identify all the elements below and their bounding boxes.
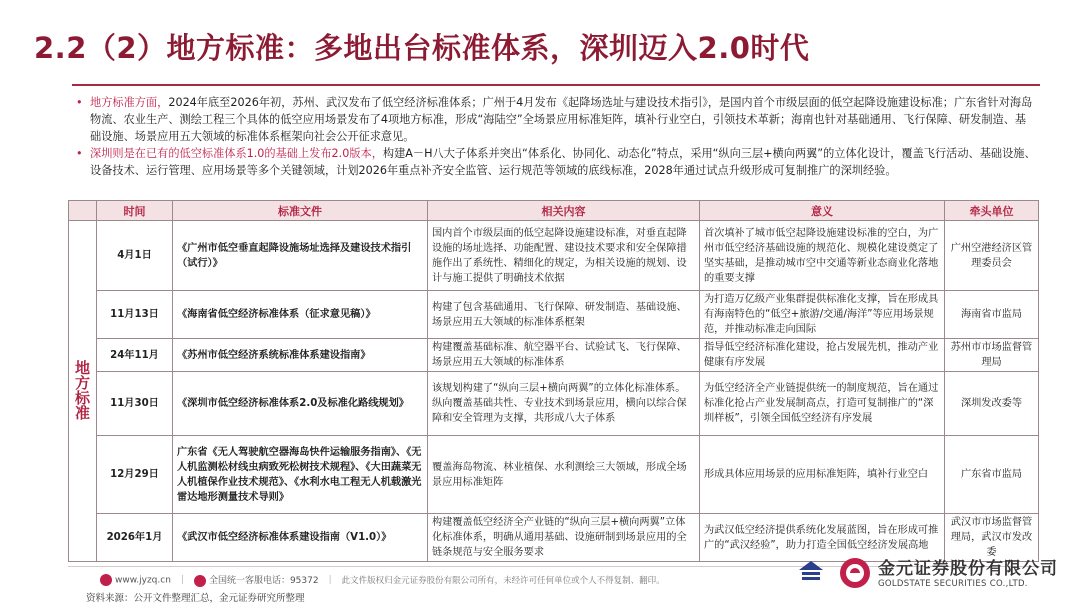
title-divider [72,84,1040,86]
company-brand [878,554,1058,589]
time-cell: 11月30日 [97,372,173,436]
footer-separator: | [328,575,332,585]
unit-cell: 武汉市市场监督管理局，武汉市发改委 [945,514,1039,562]
document-cell: 《广州市低空垂直起降设施场址选择及建设技术指引（试行）》 [173,221,428,291]
document-cell: 《海南省低空经济标准体系（征求意见稿）》 [173,291,428,339]
meaning-cell: 为武汉低空经济提供系统化发展蓝图，旨在形成可推广的“武汉经验”，助力打造全国低空经济发展高地 [700,514,945,562]
bullet-lead: 深圳则是在已有的低空标准体系1.0的基础上发布2.0版本， [90,147,383,160]
meaning-cell: 首次填补了城市低空起降设施建设标准的空白，为广州市低空经济基础设施的规范化、规模化建设奠定了坚实基础，是推动城市空中交通等新业态商业化落地的重要支撑 [700,221,945,291]
table-row [69,291,1039,339]
website-text: www.jyzq.cn [115,575,171,586]
header-content: 相关内容 [428,201,700,221]
bullet-text: 构建A－H八大子体系并突出“体系化、协同化、动态化”特点，采用“纵向三层+横向两翼”的立体化设计，覆盖飞行活动、基础设施、设备技术、运行管理、应用场景等多个关键领域，计划2026年重点补齐安全监管、运行规范等领域的底线标准，2028年通过试点升级形成可复制推广的深圳经验。 [90,147,1036,177]
content-cell: 覆盖海岛物流、林业植保、水利测绘三大领域，形成全场景应用标准矩阵 [428,436,700,514]
document-cell: 《苏州市低空经济系统标准体系建设指南》 [173,339,428,372]
page-title: 2.2（2）地方标准：多地出台标准体系，深圳迈入2.0时代 [34,31,810,65]
disclaimer: 此文件版权归金元证券股份有限公司所有，未经许可任何单位或个人不得复制、翻印。 [341,576,665,586]
category-label: 地 方 标 准 [74,359,90,422]
content-cell: 该规划构建了“纵向三层+横向两翼”的立体化标准体系。纵向覆盖基础共性、专业技术到场景应用，横向以综合保障和安全管理为支撑，共形成八大子体系 [428,372,700,436]
header-document: 标准文件 [173,201,428,221]
table-row [69,221,1039,291]
meaning-cell: 形成具体应用场景的应用标准矩阵，填补行业空白 [700,436,945,514]
brand-name-en: GOLDSTATE SECURITIES CO.,LTD. [878,579,1028,589]
time-cell: 12月29日 [97,436,173,514]
meaning-cell: 为低空经济全产业链提供统一的制度规范，旨在通过标准化抢占产业发展制高点，打造可复制推广的“深圳样板”，引领全国低空经济有序发展 [700,372,945,436]
globe-icon [100,574,112,586]
table-row [69,372,1039,436]
header-unit: 牵头单位 [945,201,1039,221]
brand-name-cn: 金元证券股份有限公司 [878,559,1058,579]
content-cell: 构建覆盖基础标准、航空器平台、试验试飞、飞行保障、场景应用五大领域的标准体系 [428,339,700,372]
footer-separator: | [180,575,184,585]
category-cell [69,221,97,562]
unit-cell: 海南省市监局 [945,291,1039,339]
website-link[interactable] [100,574,171,586]
header-category [69,201,97,221]
bullet-dot-icon: • [76,96,83,109]
content-cell: 国内首个市级层面的低空起降设施建设标准，对垂直起降设施的场址选择、功能配置、建设技术要求和安全保障措施作出了系统性、精细化的规定，为相关设施的规划、设计与施工提供了明确技术依据 [428,221,700,291]
unit-cell: 广州空港经济区管理委员会 [945,221,1039,291]
source-note: 资料来源：公开文件整理汇总，金元证券研究所整理 [86,593,305,604]
bullet-shenzhen [76,145,1036,179]
document-cell: 《深圳市低空经济标准体系2.0及标准化路线规划》 [173,372,428,436]
hotline [194,573,319,587]
bullet-text: 2024年底至2026年初，苏州、武汉发布了低空经济标准体系；广州于4月发布《起降场选址与建设技术指引》，是国内首个市级层面的低空起降设施建设标准；广东省针对海岛物流、农业生产、测绘工程三个具体的低空应用场景发布了4项地方标准，形成“海陆空”全场景应用标准矩阵，填补行业空白，引领技术革新；海南也针对基础通用、飞行保障、研发制造、基础设施、场景应用五大领域的标准体系框架向社会公开征求意见。 [90,96,1033,143]
unit-cell: 深圳发改委等 [945,372,1039,436]
header-time: 时间 [97,201,173,221]
table-row [69,436,1039,514]
exchange-logo-icon [796,556,826,586]
hotline-text: 全国统一客服电话：95372 [208,576,319,587]
header-meaning: 意义 [700,201,945,221]
time-cell: 11月13日 [97,291,173,339]
bullet-dot-icon: • [76,147,83,160]
company-logo-icon [838,556,872,590]
summary-bullets [76,94,1036,179]
time-cell: 4月1日 [97,221,173,291]
bullet-local-standards [76,94,1036,145]
table-header-row [69,201,1039,221]
table-row [69,339,1039,372]
unit-cell: 苏州市市场监督管理局 [945,339,1039,372]
standards-table [68,200,1039,562]
meaning-cell: 指导低空经济标准化建设，抢占发展先机，推动产业健康有序发展 [700,339,945,372]
bullet-lead: 地方标准方面， [90,96,169,109]
content-cell: 构建覆盖低空经济全产业链的“纵向三层+横向两翼”立体化标准体系，明确从通用基础、设施研制到场景应用的全链条规范与安全服务要求 [428,514,700,562]
phone-icon [194,575,206,587]
footer [100,572,665,588]
document-cell: 广东省《无人驾驶航空器海岛快件运输服务指南》、《无人机监测松材线虫病致死松树技术规程》、《大田蔬菜无人机植保作业技术规范》、《水利水电工程无人机载激光雷达地形测量技术导则》 [173,436,428,514]
document-cell: 《武汉市低空经济标准体系建设指南（V1.0）》 [173,514,428,562]
meaning-cell: 为打造万亿级产业集群提供标准化支撑，旨在形成具有海南特色的“低空+旅游/交通/海洋”等应用场景规范，并推动标准走向国际 [700,291,945,339]
time-cell: 2026年1月 [97,514,173,562]
content-cell: 构建了包含基础通用、飞行保障、研发制造、基础设施、场景应用五大领域的标准体系框架 [428,291,700,339]
unit-cell: 广东省市监局 [945,436,1039,514]
time-cell: 24年11月 [97,339,173,372]
